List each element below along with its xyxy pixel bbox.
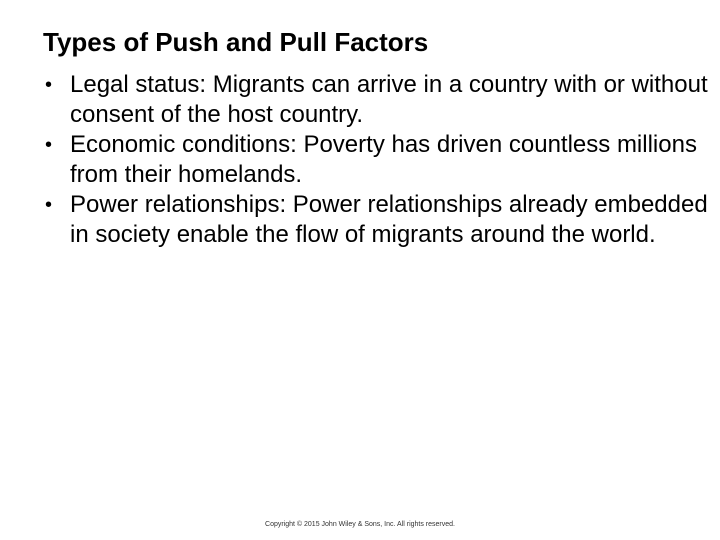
bullet-dot-icon: • <box>45 74 53 96</box>
bullet-list <box>43 70 713 250</box>
bullet-item-legal-status <box>43 70 713 130</box>
bullet-item-economic-conditions <box>43 130 713 190</box>
bullet-dot-icon: • <box>45 194 53 216</box>
bullet-text: Power relationships: Power relationships already embedded in society enable the flow of migrants around the world. <box>70 191 708 248</box>
copyright-footer: Copyright © 2015 John Wiley & Sons, Inc. All rights reserved. <box>265 521 455 528</box>
bullet-item-power-relationships <box>43 190 713 250</box>
bullet-text: Economic conditions: Poverty has driven countless millions from their homelands. <box>70 131 697 188</box>
bullet-text: Legal status: Migrants can arrive in a country with or without consent of the host country. <box>70 71 708 128</box>
bullet-dot-icon: • <box>45 134 53 156</box>
slide-title: Types of Push and Pull Factors <box>43 27 429 57</box>
